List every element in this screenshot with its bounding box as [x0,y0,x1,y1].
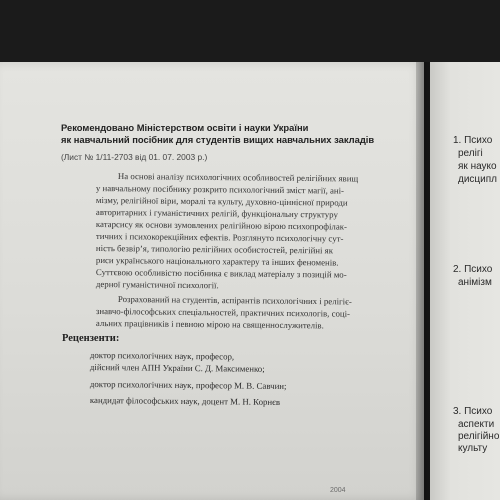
right-page-line: анімізм [458,277,492,288]
annotation-line: у навчальному посібнику розкрито психологічний зміст магії, ані- [95,183,345,196]
right-page-line: релігі [458,148,483,159]
annotation-line: На основі аналізу психологічних особливостей релігійних явищ [117,171,359,184]
annotation-line: риси українського національного характеру та інших феноменів. [95,255,339,268]
recommendation-line-1: Рекомендовано Міністерством освіти і науки України [61,122,309,133]
reviewer-line: доктор психологічних наук, професор, [89,350,235,362]
annotation-line: Розрахований на студентів, аспірантів психологічних і релігіє- [117,294,352,307]
right-page-line: 2. Психо [453,264,493,275]
right-page-line: 1. Психо [453,135,493,146]
right-page-line: релігійно [458,431,500,442]
annotation-line: катарсису як основи зумовлених релігійною вірою психопрофілак- [95,219,348,232]
annotation-line: альних працівників і певною мірою на священнослужителів. [95,318,324,331]
reviewers-heading: Рецензенти: [62,333,120,344]
annotation-line: ність безвір’я, типологію релігійних особистостей, релігійні як [95,243,334,256]
annotation-line: дерної гуманістичної психології. [95,279,219,291]
right-page-line: культу [458,443,488,454]
right-page-line: 3. Психо [453,406,493,417]
annotation-line: тичних і психокорекційних ефектів. Розглянуто психологічну сут- [95,231,344,244]
annotation-line: авторитарних і гуманістичних релігій, функціональну структуру [95,207,338,220]
footer-year: 2004 [330,487,346,494]
reviewer-line: кандидат філософських наук, доцент М. Н. Корнєв [89,395,281,407]
reviewer-line: дійсний член АПН України С. Д. Максименко; [89,362,265,374]
right-page-line: аспекти [458,419,495,430]
right-page-line: дисципл [458,174,497,185]
reviewer-line: доктор психологічних наук, професор М. В. Савчин; [89,379,287,392]
annotation-line: знавчо-філософських спеціальностей, практичних психологів, соці- [95,306,351,319]
right-page-line: як науко [458,161,497,172]
letter-reference: (Лист № 1/11-2703 від 01. 07. 2003 р.) [61,152,208,162]
annotation-line: Суттєвою особливістю посібника є виклад матеріалу з позицій мо- [95,267,347,280]
annotation-line: мізму, релігійної віри, моралі та культу, духовно-ціннісної природи [95,195,348,208]
recommendation-line-2: як навчальний посібник для студентів вищих навчальних закладів [61,134,375,145]
